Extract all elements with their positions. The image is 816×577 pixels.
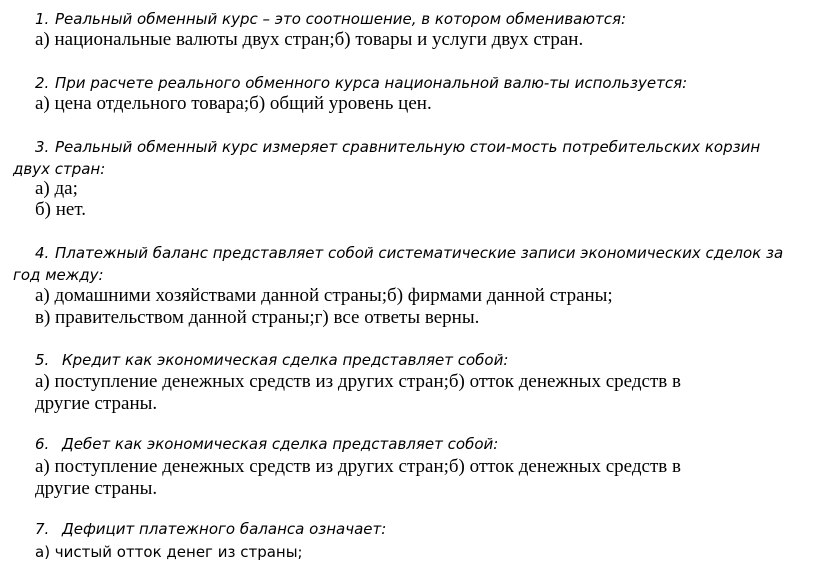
question-text: Реальный обменный курс – это соотношение, в котором обмениваются: (55, 10, 627, 28)
answer-line: б) нет. (35, 199, 86, 220)
question-number: 7. (35, 520, 50, 538)
question-text: Кредит как экономическая сделка представляет собой: (62, 351, 509, 369)
answer-line: а) поступление денежных средств из других стран;б) отток денежных средств в (35, 456, 681, 477)
answer-line: другие страны. (35, 393, 158, 414)
question-number: 4. (35, 244, 50, 262)
question-number: 2. (35, 74, 50, 92)
answer-line: а) поступление денежных средств из других стран;б) отток денежных средств в (35, 371, 681, 392)
answer-line: а) национальные валюты двух стран;б) товары и услуги двух стран. (35, 29, 584, 50)
question-text: Дефицит платежного баланса означает: (62, 520, 387, 538)
question-number: 5. (35, 351, 50, 369)
question-number: 3. (35, 138, 50, 156)
answer-line: другие страны. (35, 478, 158, 499)
answer-line: а) цена отдельного товара;б) общий уровень цен. (35, 93, 432, 114)
question-4 (13, 242, 786, 286)
question-text: Дебет как экономическая сделка представляет собой: (62, 435, 499, 453)
question-6 (13, 433, 786, 455)
question-7 (13, 518, 786, 540)
question-2 (13, 72, 786, 94)
question-text: Реальный обменный курс измеряет сравнительную стои-мость потребительских корзин двух стран: (13, 138, 761, 178)
answer-line: в) правительством данной страны;г) все ответы верны. (35, 307, 480, 328)
question-text: Платежный баланс представляет собой систематические записи экономических сделок за год между: (13, 244, 784, 284)
question-1 (13, 8, 786, 30)
question-3 (13, 136, 786, 180)
answer-line: а) чистый отток денег из страны; (35, 543, 303, 561)
question-text: При расчете реального обменного курса национальной валю-ты используется: (55, 74, 688, 92)
question-5 (13, 349, 786, 371)
answer-line: а) да; (35, 178, 78, 199)
answer-line: а) домашними хозяйствами данной страны;б) фирмами данной страны; (35, 285, 613, 306)
question-number: 6. (35, 435, 50, 453)
question-number: 1. (35, 10, 50, 28)
